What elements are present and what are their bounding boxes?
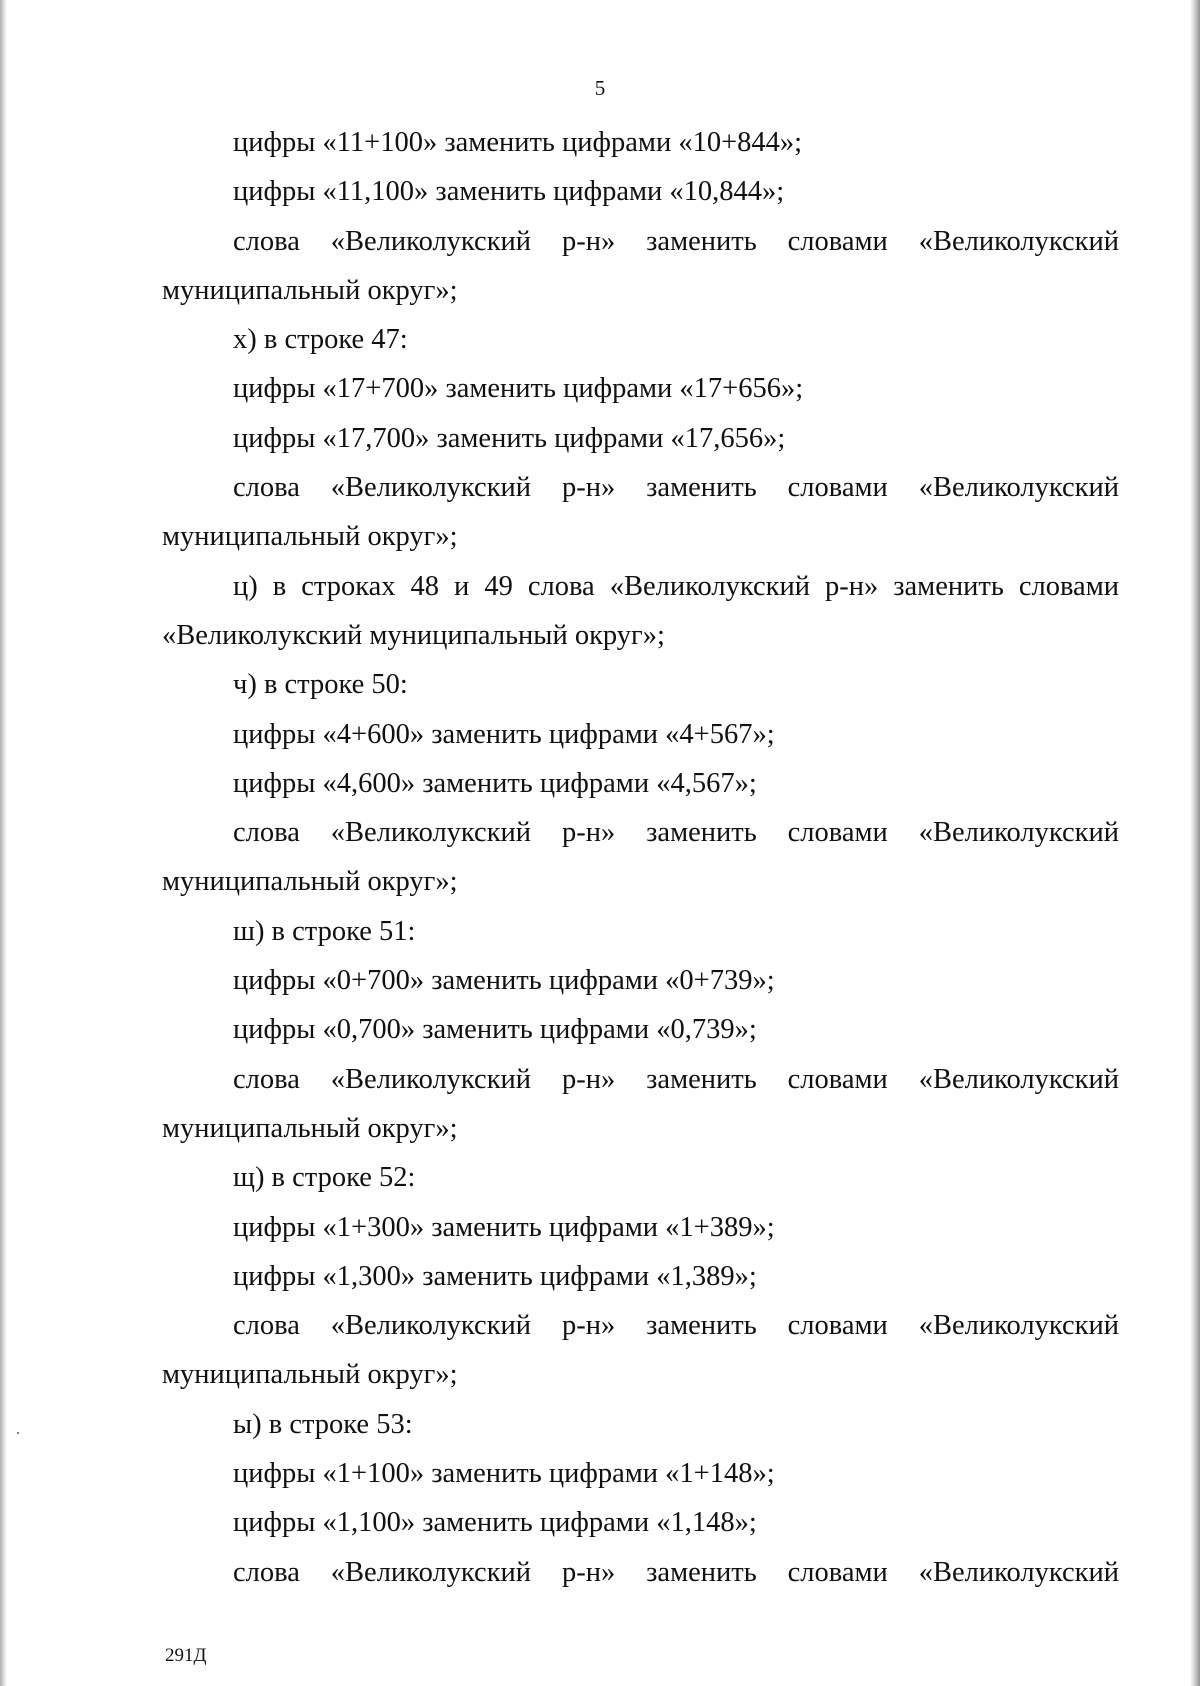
paragraph: цифры «1,100» заменить цифрами «1,148»; [233, 1507, 757, 1539]
paragraph: цифры «11,100» заменить цифрами «10,844»; [233, 176, 785, 208]
paragraph: слова «Великолукский р-н» заменить словами «Великолукский муниципальный округ»; [162, 225, 1119, 306]
document-code: 291Д [165, 1645, 207, 1666]
paragraph: х) в строке 47: [233, 324, 408, 356]
paragraph: щ) в строке 52: [233, 1162, 416, 1194]
paragraph: ч) в строке 50: [233, 669, 408, 701]
paragraph: цифры «0+700» заменить цифрами «0+739»; [233, 965, 775, 997]
paragraph: цифры «1+100» заменить цифрами «1+148»; [233, 1458, 775, 1490]
scan-edge-right [1190, 0, 1200, 1686]
scan-edge-left [0, 0, 7, 1686]
paragraph: цифры «11+100» заменить цифрами «10+844»; [233, 127, 803, 158]
paragraph: цифры «17,700» заменить цифрами «17,656»; [233, 422, 786, 454]
paragraph: цифры «0,700» заменить цифрами «0,739»; [233, 1014, 757, 1046]
paragraph: цифры «1,300» заменить цифрами «1,389»; [233, 1260, 757, 1292]
paragraph: ы) в строке 53: [233, 1408, 413, 1440]
paragraph: ц) в строках 48 и 49 слова «Великолукский р-н» заменить словами «Великолукский муниципальный округ»; [162, 570, 1119, 651]
paragraph: цифры «17+700» заменить цифрами «17+656»; [233, 373, 804, 405]
document-body [162, 118, 1119, 1597]
paragraph: слова «Великолукский р-н» заменить словами «Великолукский муниципальный округ»; [162, 1310, 1119, 1391]
paragraph: слова «Великолукский р-н» заменить словами «Великолукский муниципальный округ»; [162, 472, 1119, 553]
page-number: 5 [594, 76, 606, 100]
paragraph: ш) в строке 51: [233, 915, 416, 947]
paragraph: цифры «4+600» заменить цифрами «4+567»; [233, 718, 775, 750]
paragraph: цифры «1+300» заменить цифрами «1+389»; [233, 1211, 775, 1243]
paragraph: слова «Великолукский р-н» заменить словами «Великолукский муниципальный округ»; [162, 1063, 1119, 1144]
paragraph: слова «Великолукский р-н» заменить словами «Великолукский муниципальный округ»; [162, 817, 1119, 898]
paragraph: цифры «4,600» заменить цифрами «4,567»; [233, 767, 757, 799]
scan-speck [17, 1432, 19, 1434]
paragraph-continued: слова «Великолукский р-н» заменить словами «Великолукский [233, 1556, 1119, 1588]
